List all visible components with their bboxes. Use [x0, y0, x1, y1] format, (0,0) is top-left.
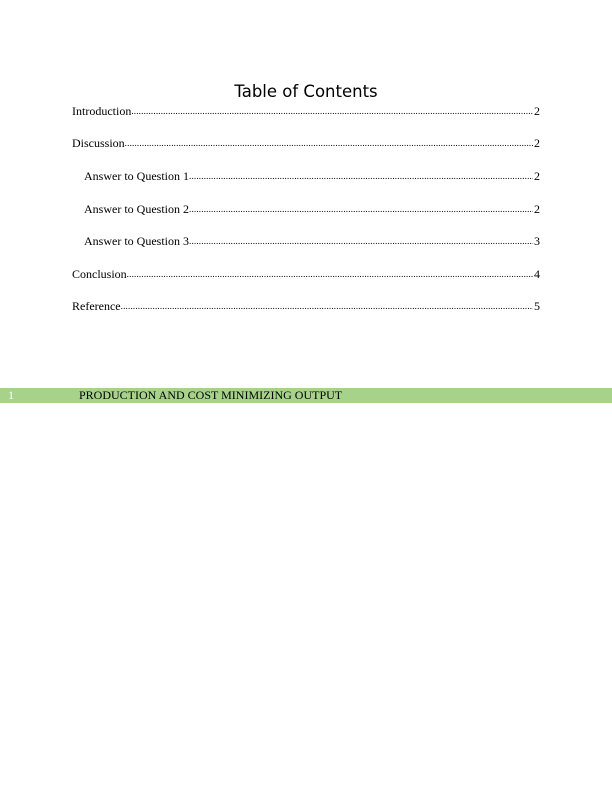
- toc-entry-reference[interactable]: [72, 299, 540, 313]
- toc-entry-page: 2: [534, 202, 540, 216]
- toc-entry-answer-1[interactable]: [84, 169, 540, 183]
- toc-entry-page: 2: [534, 169, 540, 183]
- toc-dot-leader: [189, 204, 533, 215]
- running-header-band: [0, 388, 612, 403]
- toc-entry-label: Discussion: [72, 136, 125, 150]
- toc-entry-label: Answer to Question 2: [84, 202, 189, 216]
- toc-entry-page: 2: [534, 104, 540, 118]
- toc-dot-leader: [189, 236, 533, 247]
- toc-entry-conclusion[interactable]: [72, 267, 540, 281]
- toc-entry-label: Reference: [72, 299, 121, 313]
- toc-entry-label: Introduction: [72, 104, 132, 118]
- toc-entry-page: 4: [534, 267, 540, 281]
- running-header-title: PRODUCTION AND COST MINIMIZING OUTPUT: [79, 388, 343, 402]
- toc-dot-leader: [121, 301, 533, 312]
- toc-entry-page: 2: [534, 136, 540, 150]
- toc-dot-leader: [131, 106, 533, 117]
- running-header-page-number: 1: [8, 388, 14, 402]
- toc-entry-label: Answer to Question 3: [84, 234, 189, 248]
- toc-entry-discussion[interactable]: [72, 136, 540, 150]
- toc-entry-answer-3[interactable]: [84, 234, 540, 248]
- toc-entry-label: Conclusion: [72, 267, 127, 281]
- toc-entry-answer-2[interactable]: [84, 202, 540, 216]
- toc-dot-leader: [125, 138, 533, 149]
- toc-entry-introduction[interactable]: [72, 104, 540, 118]
- toc-entry-page: 5: [534, 299, 540, 313]
- toc-title: Table of Contents: [234, 82, 378, 101]
- toc-dot-leader: [189, 171, 533, 182]
- toc-entry-page: 3: [534, 234, 540, 248]
- toc-dot-leader: [127, 269, 533, 280]
- toc-entry-label: Answer to Question 1: [84, 169, 189, 183]
